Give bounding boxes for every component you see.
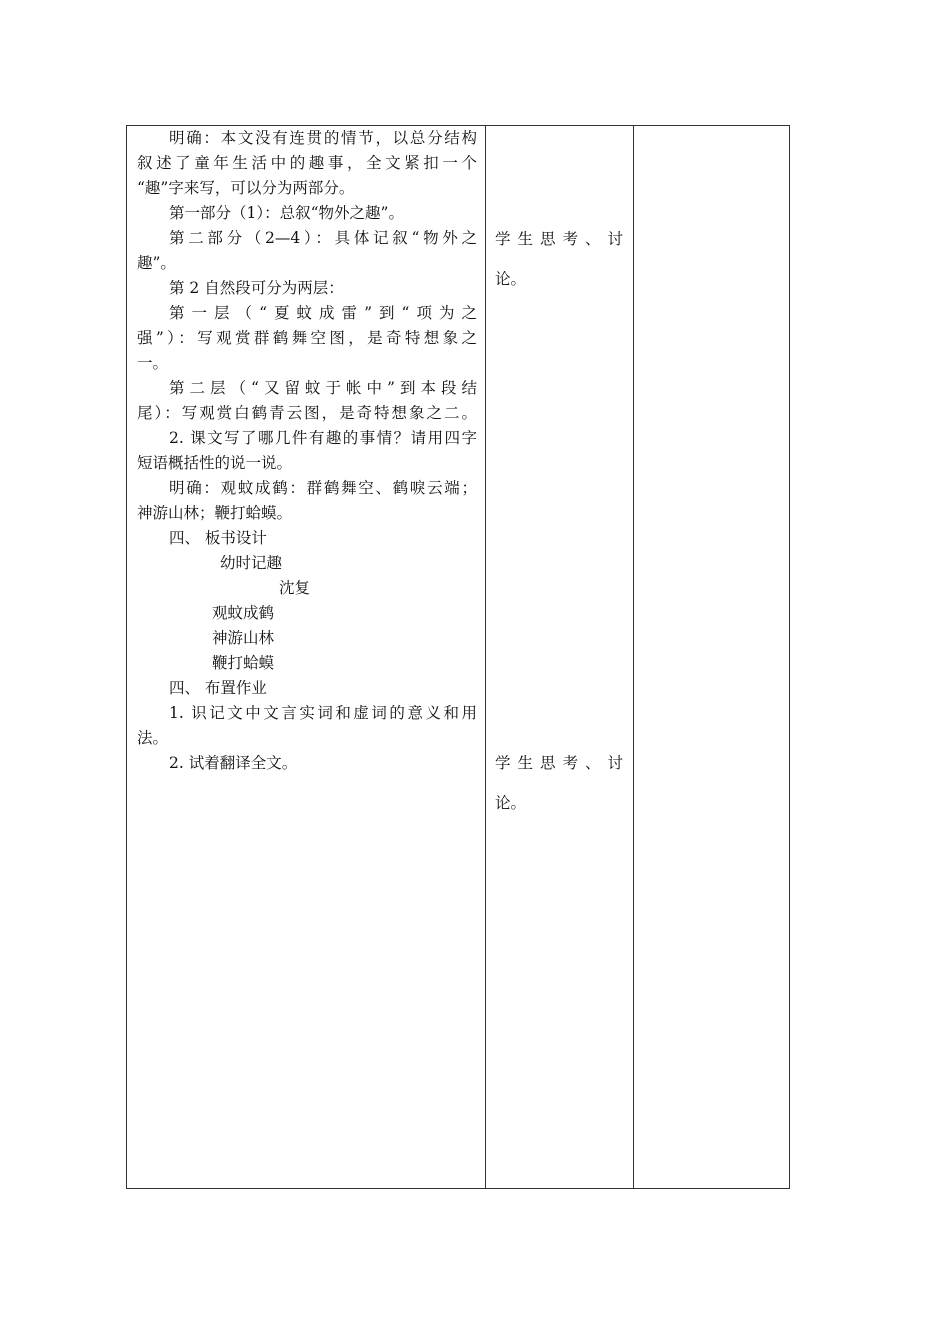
content-line: 第二部分（2—4）：具体记叙“物外之: [169, 229, 477, 247]
student-activity-note: [495, 219, 623, 299]
content-line: 尾）：写观赏白鹤青云图，是奇特想象之二。: [137, 404, 477, 422]
lesson-plan-table: [126, 125, 790, 1189]
empty-remarks-cell: [634, 126, 789, 1188]
content-line: 短语概括性的说一说。: [137, 454, 293, 472]
note-line: 学 生 思 考 、 讨: [495, 754, 623, 772]
section-heading: 四、 布置作业: [169, 679, 267, 697]
content-line: 神游山林；鞭打蛤蟆。: [137, 504, 293, 522]
content-line: 趣”。: [137, 254, 176, 272]
content-line: “趣”字来写，可以分为两部分。: [137, 179, 355, 197]
content-line: 明确：观蚊成鹤：群鹤舞空、鹤唳云端；: [169, 479, 477, 497]
board-title: 幼时记趣: [220, 554, 283, 572]
content-line: 明确：本文没有连贯的情节，以总分结构: [169, 129, 477, 147]
content-line: 法。: [137, 729, 169, 747]
content-line: 第 2 自然段可分为两层：: [169, 279, 344, 297]
content-line: 第一部分（1）：总叙“物外之趣”。: [169, 204, 404, 222]
board-author: 沈复: [279, 579, 311, 597]
content-line: 叙述了童年生活中的趣事，全文紧扣一个: [137, 154, 477, 172]
board-item: 神游山林: [212, 629, 275, 647]
note-line: 学 生 思 考 、 讨: [495, 230, 623, 248]
student-activity-note: [495, 743, 623, 823]
content-line: 2. 试着翻译全文。: [169, 754, 298, 772]
content-line: 第二层（“又留蚊于帐中”到本段结: [169, 379, 477, 397]
content-line: 第一层（“夏蚊成雷”到“项为之: [169, 304, 477, 322]
content-line: 2. 课文写了哪几件有趣的事情？请用四字: [169, 429, 477, 447]
content-line: 1. 识记文中文言实词和虚词的意义和用: [169, 704, 477, 722]
section-heading: 四、 板书设计: [169, 529, 267, 547]
note-line: 论。: [495, 794, 527, 812]
note-line: 论。: [495, 270, 527, 288]
board-item: 鞭打蛤蟆: [212, 654, 275, 672]
teaching-content-cell: [137, 126, 477, 776]
content-line: 强”）：写观赏群鹤舞空图，是奇特想象之: [137, 329, 477, 347]
board-item: 观蚊成鹤: [212, 604, 275, 622]
content-line: 一。: [137, 354, 169, 372]
column-divider: [485, 126, 486, 1188]
